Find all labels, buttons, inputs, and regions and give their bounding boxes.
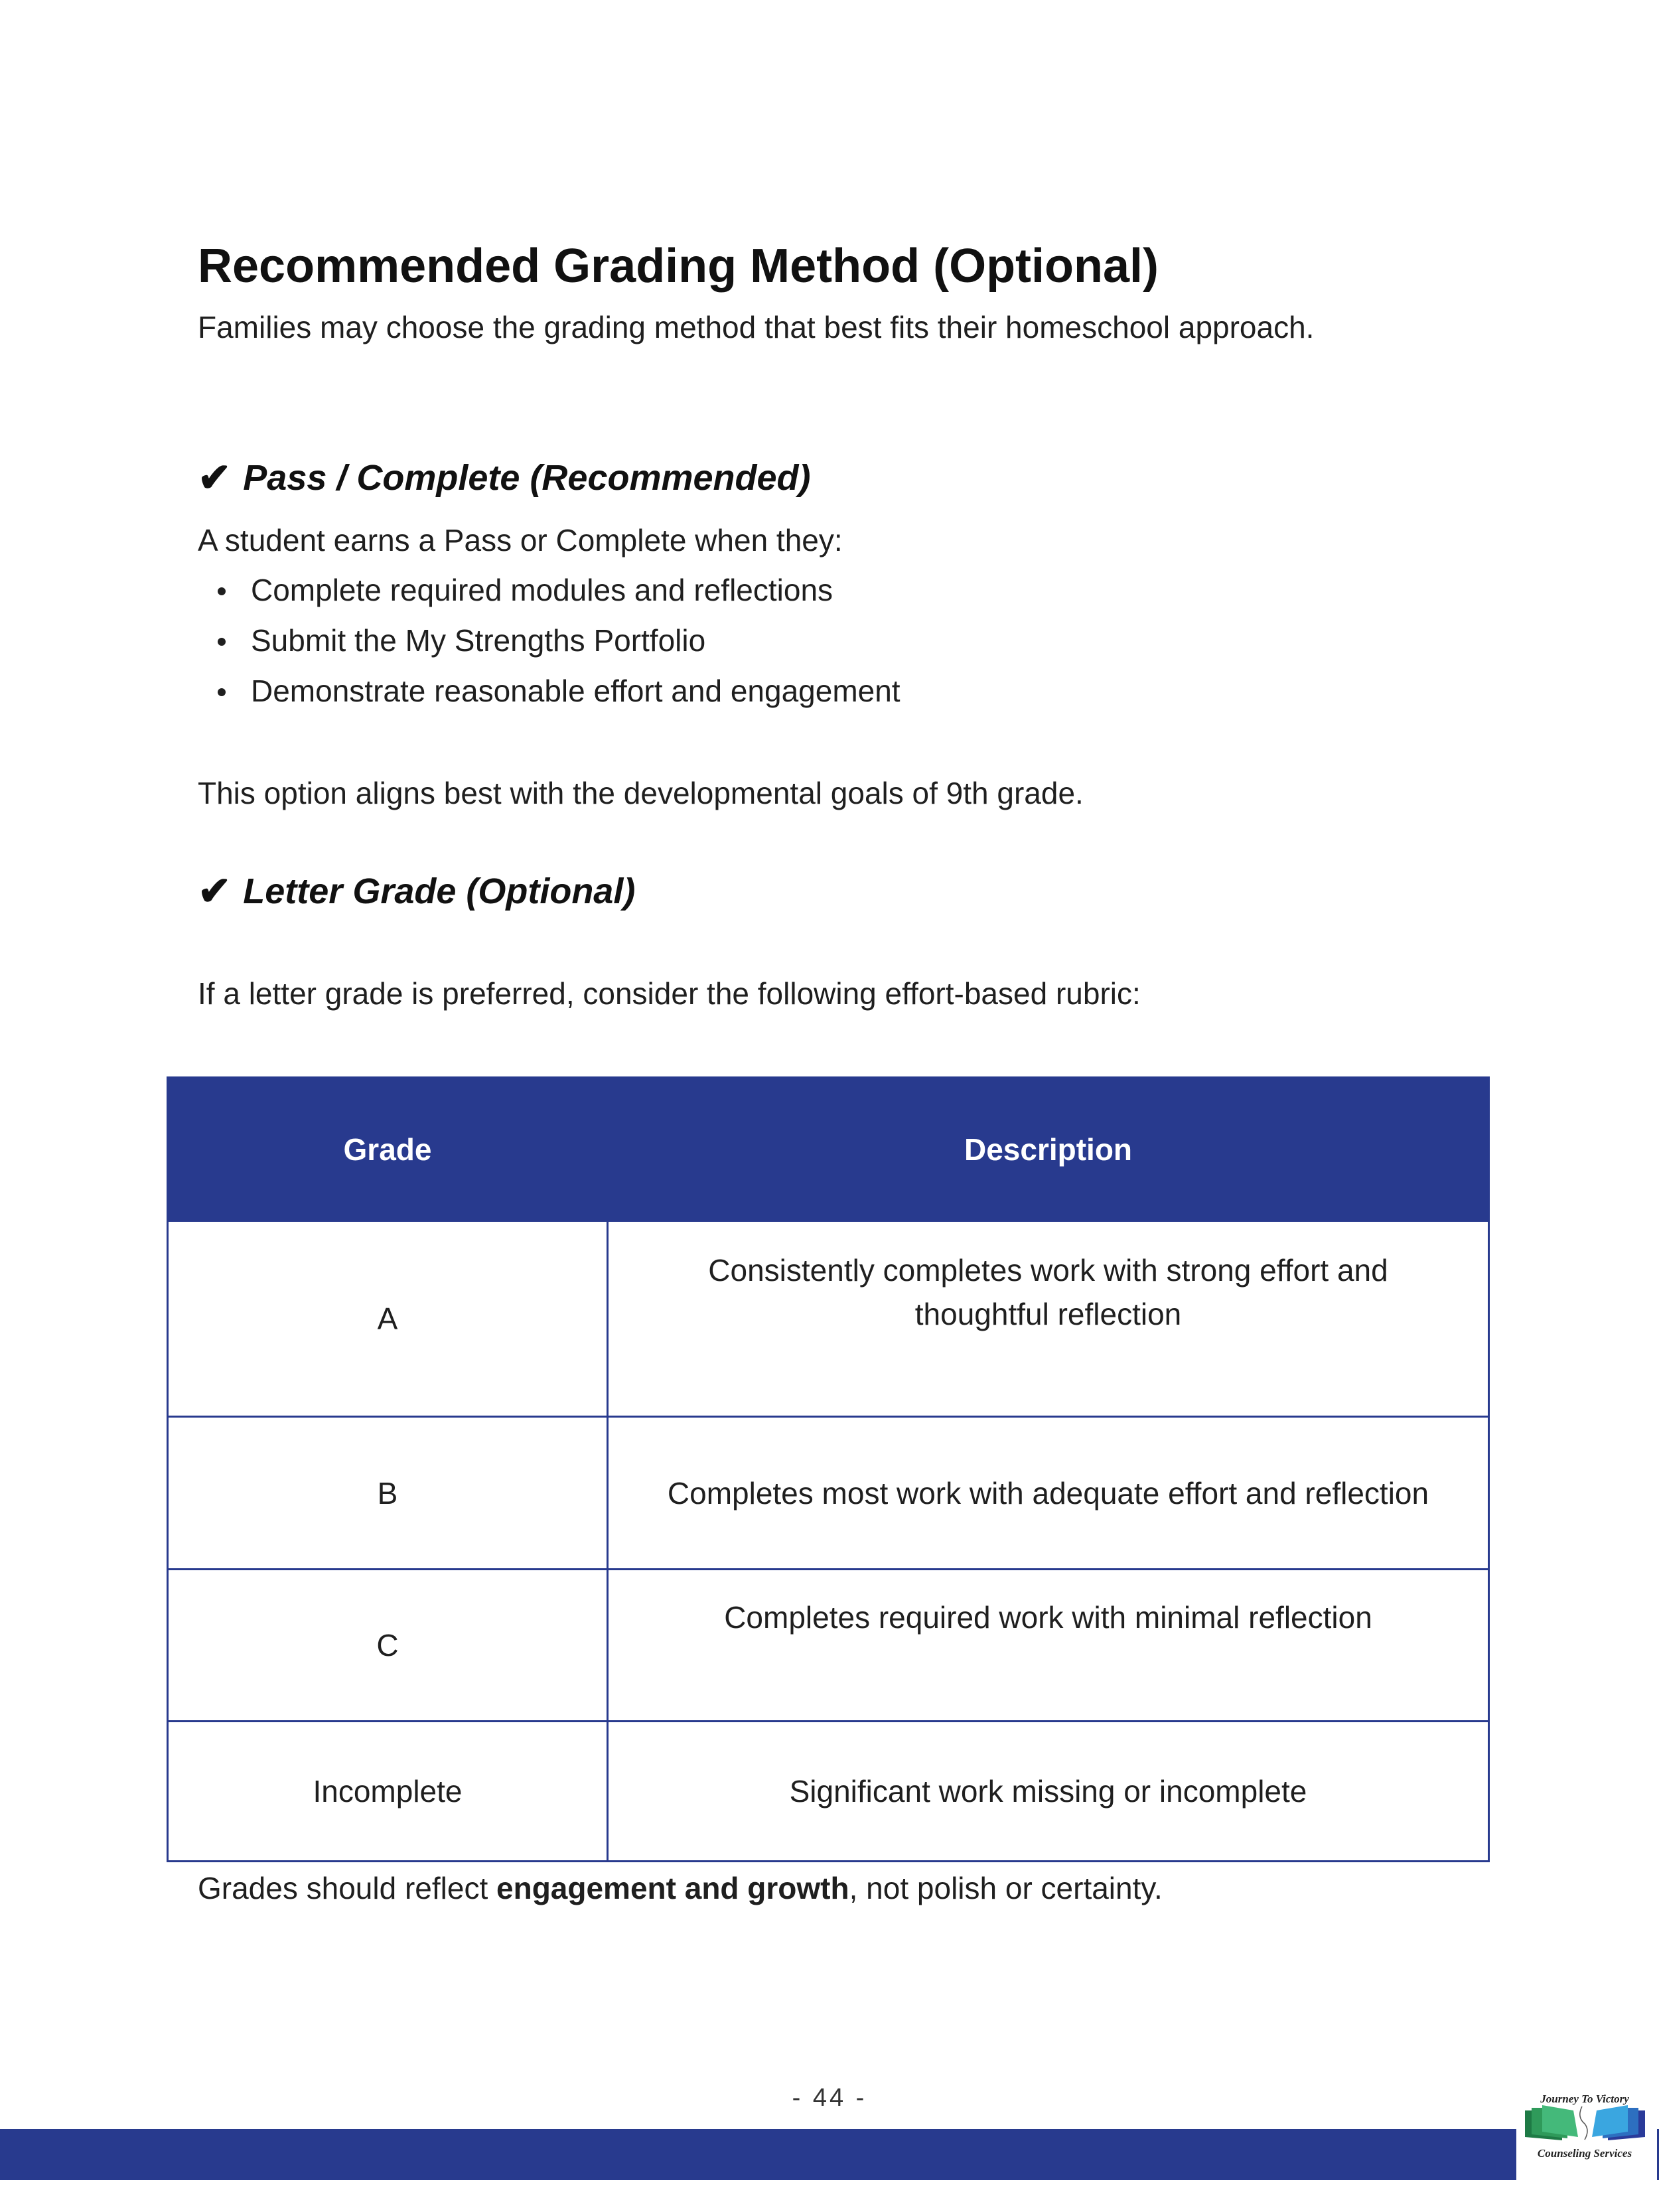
header-description: Description <box>608 1078 1489 1221</box>
table-row <box>168 1417 1489 1570</box>
page-title: Recommended Grading Method (Optional) <box>198 240 1159 293</box>
pass-heading <box>198 455 811 501</box>
company-logo <box>1524 2091 1646 2167</box>
table-row <box>168 1570 1489 1722</box>
footer-bar <box>0 2129 1516 2180</box>
closing-text: , not polish or certainty. <box>849 1871 1163 1905</box>
grade-cell: B <box>168 1417 608 1570</box>
svg-text:Journey To Victory: Journey To Victory <box>1540 2093 1629 2105</box>
description-cell: Consistently completes work with strong effort and thoughtful reflection <box>608 1221 1489 1417</box>
pass-note: This option aligns best with the developmental goals of 9th grade. <box>198 776 1084 810</box>
table-row <box>168 1722 1489 1862</box>
grade-cell: A <box>168 1221 608 1417</box>
grading-rubric-table <box>167 1076 1490 1862</box>
intro-paragraph: Families may choose the grading method that best fits their homeschool approach. <box>198 310 1315 344</box>
checkmark-icon: ✔ <box>198 869 232 913</box>
letter-heading <box>198 868 635 915</box>
description-cell: Completes required work with minimal reflection <box>608 1570 1489 1722</box>
list-item: Complete required modules and reflections <box>198 565 901 615</box>
svg-text:Counseling Services: Counseling Services <box>1537 2147 1632 2160</box>
closing-text: Grades should reflect <box>198 1871 497 1905</box>
table-header-row <box>168 1078 1489 1221</box>
grade-cell: C <box>168 1570 608 1722</box>
letter-heading-text: Letter Grade (Optional) <box>243 871 636 911</box>
list-item: Demonstrate reasonable effort and engagement <box>198 666 901 716</box>
pass-heading-text: Pass / Complete (Recommended) <box>243 458 811 498</box>
closing-emphasis: engagement and growth <box>496 1871 849 1905</box>
pass-criteria-list <box>198 565 901 716</box>
page-number: - 44 - <box>792 2084 867 2112</box>
grade-cell: Incomplete <box>168 1722 608 1862</box>
list-item: Submit the My Strengths Portfolio <box>198 615 901 666</box>
letter-lead: If a letter grade is preferred, consider the following effort-based rubric: <box>198 976 1141 1011</box>
table-row <box>168 1221 1489 1417</box>
header-grade: Grade <box>168 1078 608 1221</box>
description-cell: Completes most work with adequate effort and reflection <box>608 1417 1489 1570</box>
checkmark-icon: ✔ <box>198 455 232 500</box>
description-cell: Significant work missing or incomplete <box>608 1722 1489 1862</box>
pass-lead: A student earns a Pass or Complete when they: <box>198 523 843 557</box>
closing-note <box>198 1863 1366 1914</box>
